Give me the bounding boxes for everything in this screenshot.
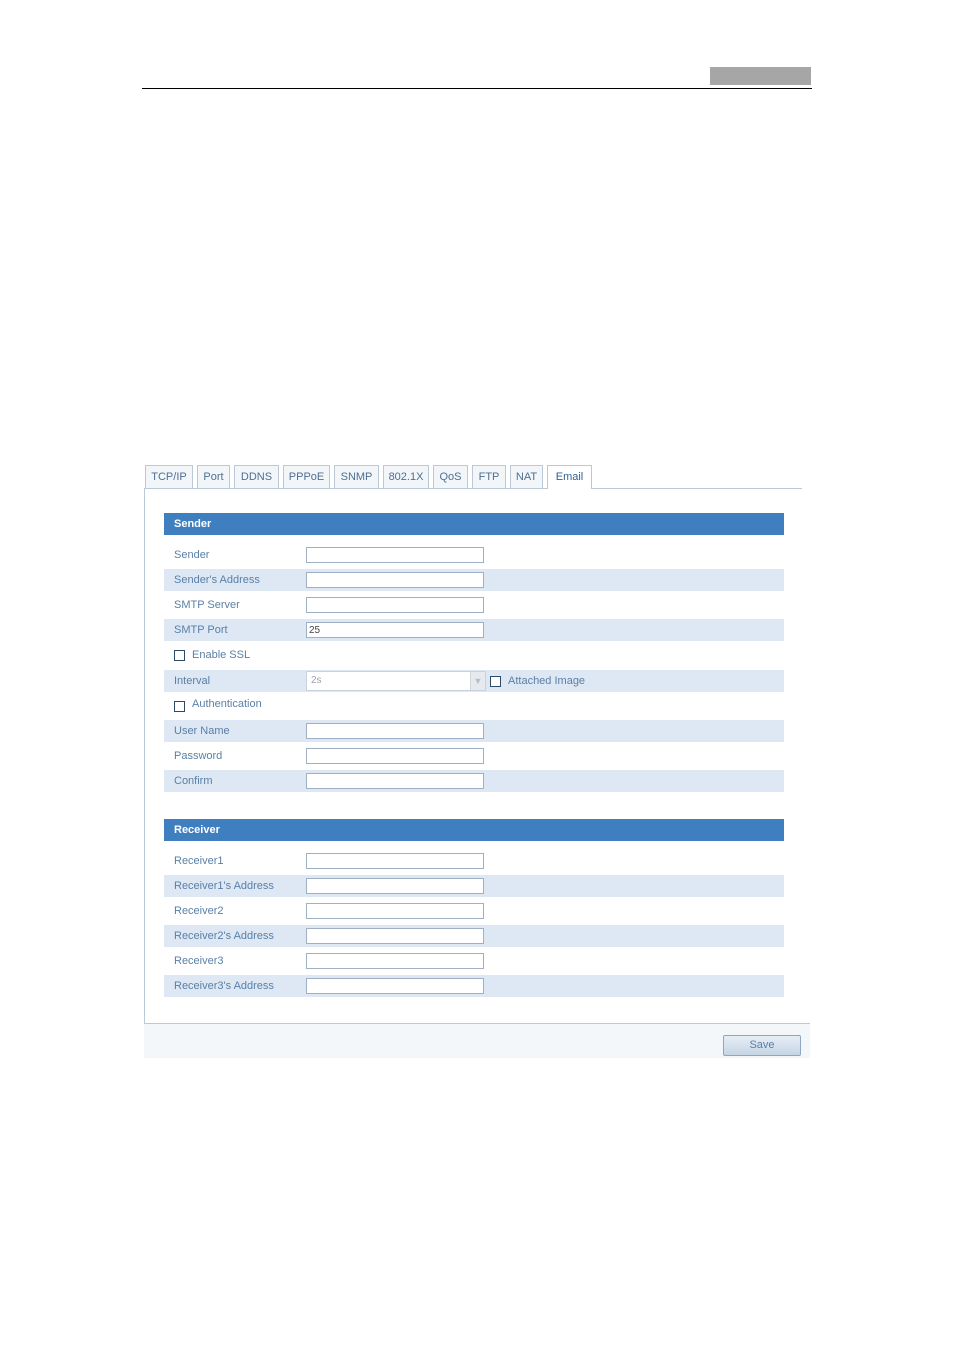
- header-rule: [142, 88, 812, 89]
- enable-ssl-label: Enable SSL: [192, 649, 251, 661]
- receiver1-label: Receiver1: [174, 855, 224, 867]
- save-button[interactable]: Save: [723, 1035, 801, 1056]
- tab-pppoe[interactable]: PPPoE: [283, 465, 330, 488]
- header-block: [710, 67, 811, 85]
- tab-snmp[interactable]: SNMP: [334, 465, 379, 488]
- tab-ftp[interactable]: FTP: [472, 465, 506, 488]
- chevron-down-icon: ▼: [470, 672, 485, 690]
- smtp-port-label: SMTP Port: [174, 624, 228, 636]
- user-name-row: [164, 720, 784, 742]
- confirm-row: [164, 770, 784, 792]
- receiver2-input[interactable]: [306, 903, 484, 919]
- authentication-label: Authentication: [192, 698, 262, 710]
- receiver3-address-input[interactable]: [306, 978, 484, 994]
- sender-input[interactable]: [306, 547, 484, 563]
- smtp-port-input[interactable]: [306, 622, 484, 638]
- sender-address-label: Sender's Address: [174, 574, 260, 586]
- smtp-port-row: [164, 619, 784, 641]
- tab-qos[interactable]: QoS: [433, 465, 468, 488]
- interval-value: 2s: [311, 675, 322, 686]
- receiver3-label: Receiver3: [174, 955, 224, 967]
- attached-image-label: Attached Image: [508, 675, 586, 687]
- enable-ssl-row: [164, 644, 784, 666]
- enable-ssl-checkbox[interactable]: [174, 650, 185, 661]
- receiver1-row: [164, 850, 784, 872]
- receiver1-address-input[interactable]: [306, 878, 484, 894]
- tab-tcp-ip[interactable]: TCP/IP: [145, 465, 193, 488]
- sender-address-input[interactable]: [306, 572, 484, 588]
- interval-select[interactable]: [306, 671, 486, 691]
- sender-label: Sender: [174, 549, 210, 561]
- receiver2-label: Receiver2: [174, 905, 224, 917]
- password-input[interactable]: [306, 748, 484, 764]
- sender-address-row: [164, 569, 784, 591]
- password-label: Password: [174, 750, 223, 762]
- tab-nat[interactable]: NAT: [510, 465, 543, 488]
- receiver2-row: [164, 900, 784, 922]
- smtp-server-input[interactable]: [306, 597, 484, 613]
- user-name-label: User Name: [174, 725, 230, 737]
- tab-email[interactable]: Email: [547, 465, 592, 489]
- receiver2-address-row: [164, 925, 784, 947]
- tab-port[interactable]: Port: [197, 465, 230, 488]
- authentication-row: [164, 695, 784, 717]
- receiver2-address-input[interactable]: [306, 928, 484, 944]
- sender-row: [164, 544, 784, 566]
- receiver3-input[interactable]: [306, 953, 484, 969]
- smtp-server-label: SMTP Server: [174, 599, 240, 611]
- authentication-checkbox[interactable]: [174, 701, 185, 712]
- tab-ddns[interactable]: DDNS: [234, 465, 279, 488]
- user-name-input[interactable]: [306, 723, 484, 739]
- confirm-label: Confirm: [174, 775, 213, 787]
- confirm-input[interactable]: [306, 773, 484, 789]
- tab-802-1x[interactable]: 802.1X: [383, 465, 429, 488]
- receiver1-address-label: Receiver1's Address: [174, 880, 274, 892]
- tab-bar: [144, 464, 802, 489]
- receiver3-address-label: Receiver3's Address: [174, 980, 274, 992]
- password-row: [164, 745, 784, 767]
- receiver3-row: [164, 950, 784, 972]
- receiver3-address-row: [164, 975, 784, 997]
- receiver1-input[interactable]: [306, 853, 484, 869]
- sender-section-header: Sender: [164, 513, 784, 535]
- footer-bar: [144, 1024, 810, 1058]
- receiver1-address-row: [164, 875, 784, 897]
- interval-row: [164, 670, 784, 692]
- email-settings-panel: [144, 464, 810, 1058]
- tab-content: [144, 489, 810, 1024]
- receiver-section-header: Receiver: [164, 819, 784, 841]
- smtp-server-row: [164, 594, 784, 616]
- receiver2-address-label: Receiver2's Address: [174, 930, 274, 942]
- interval-label: Interval: [174, 675, 211, 687]
- attached-image-checkbox[interactable]: [490, 676, 501, 687]
